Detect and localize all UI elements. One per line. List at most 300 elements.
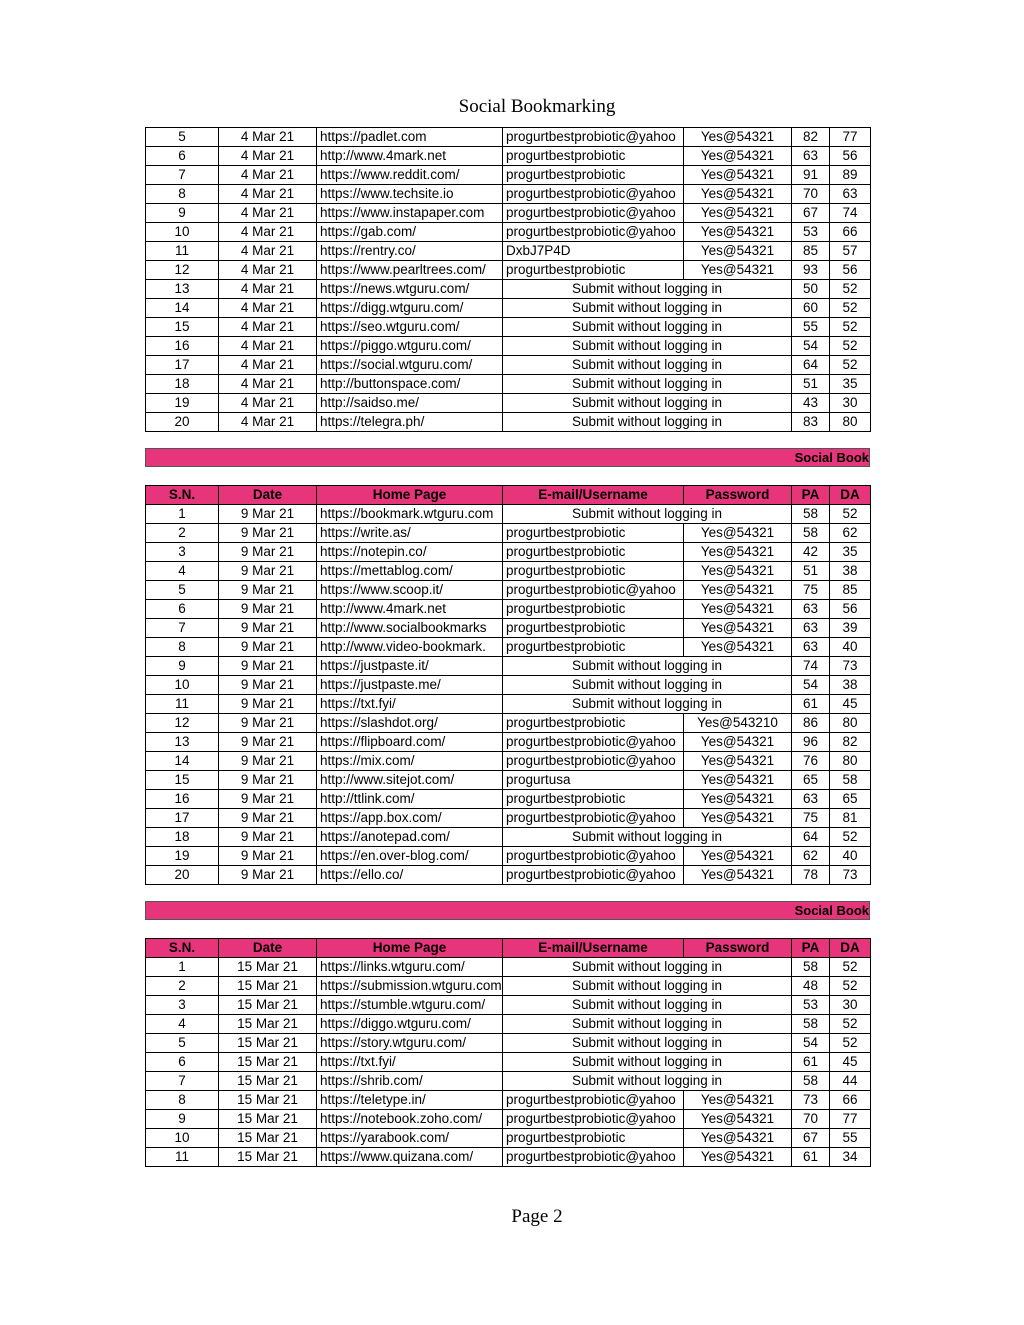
sn-cell: 11 bbox=[146, 242, 219, 261]
date-cell: 15 Mar 21 bbox=[219, 1129, 317, 1148]
home-page-cell: https://rentry.co/ bbox=[317, 242, 503, 261]
pa-cell: 63 bbox=[792, 638, 830, 657]
pa-cell: 63 bbox=[792, 147, 830, 166]
date-cell: 9 Mar 21 bbox=[219, 638, 317, 657]
page-number: Page 2 bbox=[511, 1206, 563, 1227]
email-cell: progurtbestprobiotic bbox=[503, 600, 684, 619]
date-cell: 9 Mar 21 bbox=[219, 562, 317, 581]
da-cell: 52 bbox=[830, 828, 871, 847]
password-cell: Yes@54321 bbox=[684, 638, 792, 657]
date-cell: 4 Mar 21 bbox=[219, 375, 317, 394]
da-cell: 30 bbox=[830, 394, 871, 413]
sn-cell: 2 bbox=[146, 524, 219, 543]
table-row bbox=[146, 847, 871, 866]
home-page-cell: https://www.quizana.com/ bbox=[317, 1148, 503, 1167]
submit-note-cell: Submit without logging in bbox=[503, 337, 792, 356]
da-cell: 56 bbox=[830, 600, 871, 619]
pa-cell: 75 bbox=[792, 581, 830, 600]
da-cell: 52 bbox=[830, 1015, 871, 1034]
home-page-cell: https://story.wtguru.com/ bbox=[317, 1034, 503, 1053]
date-cell: 9 Mar 21 bbox=[219, 733, 317, 752]
table-row bbox=[146, 166, 871, 185]
table-row bbox=[146, 204, 871, 223]
sn-cell: 7 bbox=[146, 619, 219, 638]
email-cell: progurtbestprobiotic@yahoo bbox=[503, 581, 684, 600]
table-row bbox=[146, 505, 871, 524]
table-row bbox=[146, 280, 871, 299]
da-cell: 52 bbox=[830, 958, 871, 977]
home-page-cell: https://padlet.com bbox=[317, 128, 503, 147]
home-page-cell: http://www.4mark.net bbox=[317, 600, 503, 619]
email-cell: progurtbestprobiotic bbox=[503, 714, 684, 733]
table-row bbox=[146, 676, 871, 695]
email-cell: DxbJ7P4D bbox=[503, 242, 684, 261]
sn-cell: 5 bbox=[146, 581, 219, 600]
sn-cell: 9 bbox=[146, 657, 219, 676]
table-row bbox=[146, 771, 871, 790]
table-row bbox=[146, 828, 871, 847]
table-row bbox=[146, 1148, 871, 1167]
da-cell: 81 bbox=[830, 809, 871, 828]
home-page-cell: https://mettablog.com/ bbox=[317, 562, 503, 581]
pa-cell: 67 bbox=[792, 1129, 830, 1148]
password-cell: Yes@54321 bbox=[684, 261, 792, 280]
da-cell: 63 bbox=[830, 185, 871, 204]
da-cell: 66 bbox=[830, 1091, 871, 1110]
table-row bbox=[146, 600, 871, 619]
email-cell: progurtbestprobiotic@yahoo bbox=[503, 1091, 684, 1110]
bookmark-table-4-mar bbox=[145, 127, 871, 432]
bookmark-table-15-mar bbox=[145, 938, 871, 1167]
pa-cell: 64 bbox=[792, 356, 830, 375]
pa-cell: 42 bbox=[792, 543, 830, 562]
submit-note-cell: Submit without logging in bbox=[503, 1072, 792, 1091]
home-page-cell: http://ttlink.com/ bbox=[317, 790, 503, 809]
email-cell: progurtbestprobiotic@yahoo bbox=[503, 809, 684, 828]
sn-cell: 1 bbox=[146, 958, 219, 977]
password-cell: Yes@543210 bbox=[684, 714, 792, 733]
da-cell: 89 bbox=[830, 166, 871, 185]
table-row bbox=[146, 128, 871, 147]
date-cell: 4 Mar 21 bbox=[219, 394, 317, 413]
table-row bbox=[146, 809, 871, 828]
submit-note-cell: Submit without logging in bbox=[503, 996, 792, 1015]
header-password: Password bbox=[684, 939, 792, 958]
password-cell: Yes@54321 bbox=[684, 619, 792, 638]
home-page-cell: http://saidso.me/ bbox=[317, 394, 503, 413]
da-cell: 52 bbox=[830, 318, 871, 337]
table-row bbox=[146, 261, 871, 280]
date-cell: 9 Mar 21 bbox=[219, 581, 317, 600]
date-cell: 9 Mar 21 bbox=[219, 828, 317, 847]
submit-note-cell: Submit without logging in bbox=[503, 375, 792, 394]
pa-cell: 76 bbox=[792, 752, 830, 771]
email-cell: progurtbestprobiotic bbox=[503, 619, 684, 638]
password-cell: Yes@54321 bbox=[684, 733, 792, 752]
password-cell: Yes@54321 bbox=[684, 223, 792, 242]
home-page-cell: https://submission.wtguru.com bbox=[317, 977, 503, 996]
pa-cell: 82 bbox=[792, 128, 830, 147]
da-cell: 57 bbox=[830, 242, 871, 261]
pa-cell: 55 bbox=[792, 318, 830, 337]
email-cell: progurtbestprobiotic@yahoo bbox=[503, 847, 684, 866]
da-cell: 77 bbox=[830, 1110, 871, 1129]
date-cell: 15 Mar 21 bbox=[219, 977, 317, 996]
pa-cell: 58 bbox=[792, 1015, 830, 1034]
pa-cell: 78 bbox=[792, 866, 830, 885]
table-row bbox=[146, 223, 871, 242]
sn-cell: 5 bbox=[146, 128, 219, 147]
date-cell: 4 Mar 21 bbox=[219, 166, 317, 185]
email-cell: progurtbestprobiotic bbox=[503, 638, 684, 657]
submit-note-cell: Submit without logging in bbox=[503, 695, 792, 714]
table-row bbox=[146, 1091, 871, 1110]
header-sn: S.N. bbox=[146, 939, 219, 958]
header-email: E-mail/Username bbox=[503, 939, 684, 958]
home-page-cell: https://diggo.wtguru.com/ bbox=[317, 1015, 503, 1034]
home-page-cell: https://piggo.wtguru.com/ bbox=[317, 337, 503, 356]
date-cell: 9 Mar 21 bbox=[219, 790, 317, 809]
da-cell: 52 bbox=[830, 505, 871, 524]
pa-cell: 85 bbox=[792, 242, 830, 261]
pa-cell: 51 bbox=[792, 562, 830, 581]
date-cell: 9 Mar 21 bbox=[219, 505, 317, 524]
email-cell: progurtbestprobiotic bbox=[503, 543, 684, 562]
date-cell: 9 Mar 21 bbox=[219, 847, 317, 866]
date-cell: 15 Mar 21 bbox=[219, 1034, 317, 1053]
table-row bbox=[146, 1053, 871, 1072]
page-title: Social Bookmarking bbox=[458, 96, 616, 117]
date-cell: 9 Mar 21 bbox=[219, 657, 317, 676]
email-cell: progurtbestprobiotic@yahoo bbox=[503, 733, 684, 752]
pa-cell: 63 bbox=[792, 790, 830, 809]
date-cell: 4 Mar 21 bbox=[219, 280, 317, 299]
password-cell: Yes@54321 bbox=[684, 847, 792, 866]
password-cell: Yes@54321 bbox=[684, 147, 792, 166]
date-cell: 4 Mar 21 bbox=[219, 185, 317, 204]
date-cell: 15 Mar 21 bbox=[219, 958, 317, 977]
password-cell: Yes@54321 bbox=[684, 166, 792, 185]
email-cell: progurtbestprobiotic@yahoo bbox=[503, 1110, 684, 1129]
pa-cell: 86 bbox=[792, 714, 830, 733]
da-cell: 77 bbox=[830, 128, 871, 147]
table-row bbox=[146, 147, 871, 166]
submit-note-cell: Submit without logging in bbox=[503, 394, 792, 413]
table-header-row bbox=[146, 486, 871, 505]
home-page-cell: https://notebook.zoho.com/ bbox=[317, 1110, 503, 1129]
home-page-cell: https://links.wtguru.com/ bbox=[317, 958, 503, 977]
date-cell: 15 Mar 21 bbox=[219, 996, 317, 1015]
da-cell: 52 bbox=[830, 337, 871, 356]
email-cell: progurtbestprobiotic bbox=[503, 147, 684, 166]
submit-note-cell: Submit without logging in bbox=[503, 299, 792, 318]
da-cell: 80 bbox=[830, 413, 871, 432]
table-row bbox=[146, 318, 871, 337]
sn-cell: 3 bbox=[146, 543, 219, 562]
email-cell: progurtbestprobiotic@yahoo bbox=[503, 128, 684, 147]
da-cell: 34 bbox=[830, 1148, 871, 1167]
date-cell: 9 Mar 21 bbox=[219, 695, 317, 714]
pa-cell: 83 bbox=[792, 413, 830, 432]
password-cell: Yes@54321 bbox=[684, 562, 792, 581]
da-cell: 66 bbox=[830, 223, 871, 242]
sn-cell: 13 bbox=[146, 733, 219, 752]
table-row bbox=[146, 695, 871, 714]
password-cell: Yes@54321 bbox=[684, 581, 792, 600]
da-cell: 65 bbox=[830, 790, 871, 809]
date-cell: 4 Mar 21 bbox=[219, 261, 317, 280]
home-page-cell: https://www.reddit.com/ bbox=[317, 166, 503, 185]
header-date: Date bbox=[219, 939, 317, 958]
home-page-cell: https://teletype.in/ bbox=[317, 1091, 503, 1110]
home-page-cell: https://social.wtguru.com/ bbox=[317, 356, 503, 375]
home-page-cell: https://txt.fyi/ bbox=[317, 1053, 503, 1072]
da-cell: 74 bbox=[830, 204, 871, 223]
date-cell: 4 Mar 21 bbox=[219, 356, 317, 375]
table-row bbox=[146, 394, 871, 413]
password-cell: Yes@54321 bbox=[684, 1129, 792, 1148]
pa-cell: 91 bbox=[792, 166, 830, 185]
password-cell: Yes@54321 bbox=[684, 866, 792, 885]
header-date: Date bbox=[219, 486, 317, 505]
submit-note-cell: Submit without logging in bbox=[503, 413, 792, 432]
home-page-cell: https://bookmark.wtguru.com bbox=[317, 505, 503, 524]
da-cell: 52 bbox=[830, 280, 871, 299]
da-cell: 56 bbox=[830, 147, 871, 166]
sn-cell: 11 bbox=[146, 695, 219, 714]
da-cell: 80 bbox=[830, 752, 871, 771]
home-page-cell: https://shrib.com/ bbox=[317, 1072, 503, 1091]
da-cell: 30 bbox=[830, 996, 871, 1015]
date-cell: 15 Mar 21 bbox=[219, 1110, 317, 1129]
table-row bbox=[146, 543, 871, 562]
email-cell: progurtbestprobiotic@yahoo bbox=[503, 752, 684, 771]
date-cell: 15 Mar 21 bbox=[219, 1015, 317, 1034]
da-cell: 80 bbox=[830, 714, 871, 733]
pa-cell: 43 bbox=[792, 394, 830, 413]
sn-cell: 8 bbox=[146, 638, 219, 657]
da-cell: 58 bbox=[830, 771, 871, 790]
table-row bbox=[146, 242, 871, 261]
table-row bbox=[146, 733, 871, 752]
da-cell: 52 bbox=[830, 1034, 871, 1053]
da-cell: 82 bbox=[830, 733, 871, 752]
pa-cell: 54 bbox=[792, 1034, 830, 1053]
pa-cell: 64 bbox=[792, 828, 830, 847]
home-page-cell: https://telegra.ph/ bbox=[317, 413, 503, 432]
date-cell: 4 Mar 21 bbox=[219, 337, 317, 356]
date-cell: 9 Mar 21 bbox=[219, 866, 317, 885]
sn-cell: 18 bbox=[146, 828, 219, 847]
password-cell: Yes@54321 bbox=[684, 809, 792, 828]
date-cell: 9 Mar 21 bbox=[219, 809, 317, 828]
pa-cell: 63 bbox=[792, 619, 830, 638]
home-page-cell: https://www.pearltrees.com/ bbox=[317, 261, 503, 280]
pa-cell: 58 bbox=[792, 524, 830, 543]
submit-note-cell: Submit without logging in bbox=[503, 505, 792, 524]
sn-cell: 13 bbox=[146, 280, 219, 299]
password-cell: Yes@54321 bbox=[684, 1091, 792, 1110]
da-cell: 45 bbox=[830, 1053, 871, 1072]
home-page-cell: https://slashdot.org/ bbox=[317, 714, 503, 733]
da-cell: 40 bbox=[830, 638, 871, 657]
da-cell: 35 bbox=[830, 375, 871, 394]
home-page-cell: https://justpaste.me/ bbox=[317, 676, 503, 695]
pa-cell: 53 bbox=[792, 996, 830, 1015]
submit-note-cell: Submit without logging in bbox=[503, 657, 792, 676]
table-row bbox=[146, 524, 871, 543]
sn-cell: 16 bbox=[146, 337, 219, 356]
sn-cell: 12 bbox=[146, 714, 219, 733]
pa-cell: 75 bbox=[792, 809, 830, 828]
sn-cell: 7 bbox=[146, 1072, 219, 1091]
password-cell: Yes@54321 bbox=[684, 1148, 792, 1167]
header-home-page: Home Page bbox=[317, 486, 503, 505]
pa-cell: 50 bbox=[792, 280, 830, 299]
table-header-row bbox=[146, 939, 871, 958]
date-cell: 9 Mar 21 bbox=[219, 619, 317, 638]
home-page-cell: https://stumble.wtguru.com/ bbox=[317, 996, 503, 1015]
sn-cell: 6 bbox=[146, 600, 219, 619]
da-cell: 52 bbox=[830, 356, 871, 375]
home-page-cell: https://app.box.com/ bbox=[317, 809, 503, 828]
sn-cell: 6 bbox=[146, 147, 219, 166]
home-page-cell: https://justpaste.it/ bbox=[317, 657, 503, 676]
header-password: Password bbox=[684, 486, 792, 505]
pa-cell: 61 bbox=[792, 1053, 830, 1072]
pa-cell: 67 bbox=[792, 204, 830, 223]
sn-cell: 7 bbox=[146, 166, 219, 185]
pa-cell: 51 bbox=[792, 375, 830, 394]
home-page-cell: http://www.4mark.net bbox=[317, 147, 503, 166]
submit-note-cell: Submit without logging in bbox=[503, 977, 792, 996]
table-row bbox=[146, 581, 871, 600]
password-cell: Yes@54321 bbox=[684, 600, 792, 619]
sn-cell: 16 bbox=[146, 790, 219, 809]
sn-cell: 11 bbox=[146, 1148, 219, 1167]
table-row bbox=[146, 1015, 871, 1034]
table-row bbox=[146, 356, 871, 375]
da-cell: 62 bbox=[830, 524, 871, 543]
home-page-cell: http://www.sitejot.com/ bbox=[317, 771, 503, 790]
header-pa: PA bbox=[792, 939, 830, 958]
home-page-cell: https://seo.wtguru.com/ bbox=[317, 318, 503, 337]
email-cell: progurtbestprobiotic bbox=[503, 562, 684, 581]
date-cell: 9 Mar 21 bbox=[219, 771, 317, 790]
sn-cell: 18 bbox=[146, 375, 219, 394]
table-row bbox=[146, 638, 871, 657]
home-page-cell: https://notepin.co/ bbox=[317, 543, 503, 562]
email-cell: progurtbestprobiotic@yahoo bbox=[503, 204, 684, 223]
pa-cell: 62 bbox=[792, 847, 830, 866]
submit-note-cell: Submit without logging in bbox=[503, 280, 792, 299]
date-cell: 15 Mar 21 bbox=[219, 1148, 317, 1167]
pa-cell: 48 bbox=[792, 977, 830, 996]
table-row bbox=[146, 337, 871, 356]
table-row bbox=[146, 958, 871, 977]
email-cell: progurtusa bbox=[503, 771, 684, 790]
home-page-cell: https://ello.co/ bbox=[317, 866, 503, 885]
home-page-cell: https://en.over-blog.com/ bbox=[317, 847, 503, 866]
email-cell: progurtbestprobiotic bbox=[503, 790, 684, 809]
sn-cell: 4 bbox=[146, 562, 219, 581]
email-cell: progurtbestprobiotic bbox=[503, 524, 684, 543]
sn-cell: 8 bbox=[146, 185, 219, 204]
sn-cell: 9 bbox=[146, 204, 219, 223]
table-row bbox=[146, 619, 871, 638]
email-cell: progurtbestprobiotic bbox=[503, 261, 684, 280]
header-home-page: Home Page bbox=[317, 939, 503, 958]
date-cell: 9 Mar 21 bbox=[219, 543, 317, 562]
password-cell: Yes@54321 bbox=[684, 543, 792, 562]
header-da: DA bbox=[830, 486, 871, 505]
sn-cell: 6 bbox=[146, 1053, 219, 1072]
pa-cell: 53 bbox=[792, 223, 830, 242]
sn-cell: 10 bbox=[146, 1129, 219, 1148]
pa-cell: 58 bbox=[792, 958, 830, 977]
sn-cell: 1 bbox=[146, 505, 219, 524]
table-row bbox=[146, 413, 871, 432]
email-cell: progurtbestprobiotic@yahoo bbox=[503, 185, 684, 204]
home-page-cell: http://www.video-bookmark. bbox=[317, 638, 503, 657]
home-page-cell: https://flipboard.com/ bbox=[317, 733, 503, 752]
date-cell: 4 Mar 21 bbox=[219, 147, 317, 166]
email-cell: progurtbestprobiotic bbox=[503, 166, 684, 185]
sn-cell: 14 bbox=[146, 752, 219, 771]
da-cell: 44 bbox=[830, 1072, 871, 1091]
da-cell: 38 bbox=[830, 562, 871, 581]
table-row bbox=[146, 1129, 871, 1148]
table-row bbox=[146, 790, 871, 809]
date-cell: 4 Mar 21 bbox=[219, 242, 317, 261]
email-cell: progurtbestprobiotic@yahoo bbox=[503, 1148, 684, 1167]
section-banner-label: Social Book bbox=[794, 450, 869, 465]
table-row bbox=[146, 714, 871, 733]
date-cell: 15 Mar 21 bbox=[219, 1091, 317, 1110]
home-page-cell: https://mix.com/ bbox=[317, 752, 503, 771]
sn-cell: 15 bbox=[146, 771, 219, 790]
email-cell: progurtbestprobiotic@yahoo bbox=[503, 866, 684, 885]
home-page-cell: https://write.as/ bbox=[317, 524, 503, 543]
da-cell: 52 bbox=[830, 299, 871, 318]
password-cell: Yes@54321 bbox=[684, 1110, 792, 1129]
header-pa: PA bbox=[792, 486, 830, 505]
table-row bbox=[146, 977, 871, 996]
submit-note-cell: Submit without logging in bbox=[503, 828, 792, 847]
home-page-cell: https://anotepad.com/ bbox=[317, 828, 503, 847]
table-row bbox=[146, 299, 871, 318]
password-cell: Yes@54321 bbox=[684, 771, 792, 790]
table-row bbox=[146, 657, 871, 676]
password-cell: Yes@54321 bbox=[684, 128, 792, 147]
sn-cell: 17 bbox=[146, 809, 219, 828]
date-cell: 4 Mar 21 bbox=[219, 204, 317, 223]
date-cell: 4 Mar 21 bbox=[219, 413, 317, 432]
pa-cell: 73 bbox=[792, 1091, 830, 1110]
sn-cell: 17 bbox=[146, 356, 219, 375]
date-cell: 9 Mar 21 bbox=[219, 714, 317, 733]
password-cell: Yes@54321 bbox=[684, 752, 792, 771]
home-page-cell: https://yarabook.com/ bbox=[317, 1129, 503, 1148]
sn-cell: 3 bbox=[146, 996, 219, 1015]
date-cell: 4 Mar 21 bbox=[219, 318, 317, 337]
sn-cell: 12 bbox=[146, 261, 219, 280]
submit-note-cell: Submit without logging in bbox=[503, 356, 792, 375]
pa-cell: 96 bbox=[792, 733, 830, 752]
da-cell: 40 bbox=[830, 847, 871, 866]
password-cell: Yes@54321 bbox=[684, 524, 792, 543]
sn-cell: 20 bbox=[146, 866, 219, 885]
